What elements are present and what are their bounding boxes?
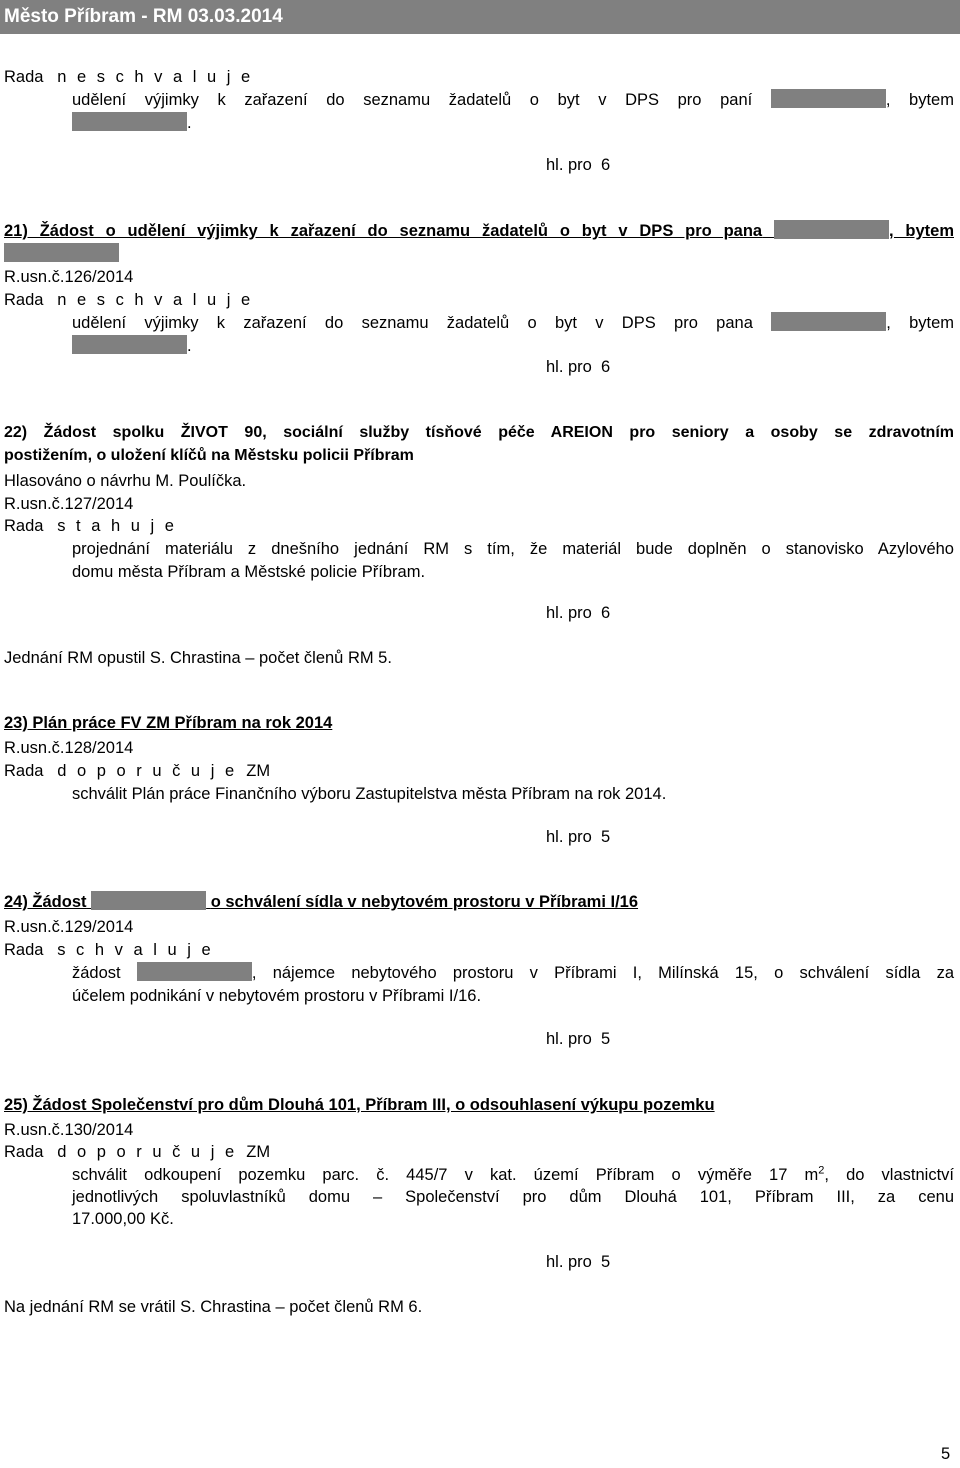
vote-result: hl. pro 6 [546, 358, 611, 376]
item-22-heading: 22) Žádost spolku ŽIVOT 90, sociální služby tísňové péče AREION pro seniory a osoby se zdravotním [4, 424, 954, 441]
redacted-name [91, 891, 206, 910]
decision-verb: n e s c h v a l u j e [57, 68, 254, 86]
vote-note: Hlasováno o návrhu M. Poulíčka. [4, 472, 247, 490]
vote-result: hl. pro 5 [546, 1030, 611, 1048]
redacted-name [137, 962, 252, 981]
decision-text: udělení výjimky k zařazení do seznamu žadatelů o byt v DPS pro pana , bytem [72, 314, 954, 332]
decision-text: projednání materiálu z dnešního jednání RM s tím, že materiál bude doplněn o stanovisko Azylového [72, 540, 954, 558]
item-23-heading: 23) Plán práce FV ZM Příbram na rok 2014 [4, 714, 333, 732]
decision-text-cont: . [72, 335, 192, 357]
decision-verb: d o p o r u č u j e [57, 1143, 238, 1161]
decision-text-cont: jednotlivých spoluvlastníků domu – Společenství pro dům Dlouhá 101, Příbram III, za cenu [72, 1188, 954, 1206]
decision-text-cont: . [72, 112, 192, 134]
item-21-heading-cont [4, 243, 119, 265]
decision-text: žádost , nájemce nebytového prostoru v Příbrami I, Milínská 15, o schválení sídla za [72, 964, 954, 982]
item-22-heading-cont: postižením, o uložení klíčů na Městsku policii Příbram [4, 447, 414, 464]
resolution-number: R.usn.č.126/2014 [4, 268, 134, 286]
decision-verb: s t a h u j e [57, 517, 177, 535]
item-25-heading: 25) Žádost Společenství pro dům Dlouhá 101, Příbram III, o odsouhlasení výkupu pozemku [4, 1096, 715, 1114]
page-number: 5 [941, 1445, 951, 1463]
redacted-name [771, 89, 886, 108]
redacted-address [4, 243, 119, 262]
resolution-number: R.usn.č.130/2014 [4, 1121, 134, 1139]
vote-result: hl. pro 5 [546, 1253, 611, 1271]
decision-verb: d o p o r u č u j e [57, 762, 238, 780]
document-title: Město Příbram - RM 03.03.2014 [4, 6, 283, 27]
redacted-address [72, 335, 187, 354]
attendance-note: Na jednání RM se vrátil S. Chrastina – počet členů RM 6. [4, 1298, 423, 1316]
decision-text: schválit Plán práce Finančního výboru Zastupitelstva města Příbram na rok 2014. [72, 785, 667, 803]
item-21-heading: 21) Žádost o udělení výjimky k zařazení do seznamu žadatelů o byt v DPS pro pana , bytem [4, 222, 954, 240]
decision-line: Rada n e s c h v a l u j e [4, 291, 254, 309]
item-24-heading: 24) Žádost o schválení sídla v nebytovém prostoru v Příbrami I/16 [4, 893, 639, 911]
decision-verb: s c h v a l u j e [57, 941, 214, 959]
decision-text-cont: účelem podnikání v nebytovém prostoru v Příbrami I/16. [72, 987, 482, 1005]
decision-line: Rada s t a h u j e [4, 517, 177, 535]
decision-text-cont: domu města Příbram a Městské policie Příbram. [72, 563, 426, 581]
decision-line: Rada s c h v a l u j e [4, 941, 214, 959]
decision-line: Rada d o p o r u č u j e ZM [4, 762, 271, 780]
resolution-number: R.usn.č.127/2014 [4, 495, 134, 513]
decision-text: schválit odkoupení pozemku parc. č. 445/7 v kat. území Příbram o výměře 17 $m^2$, do vlastnictví [72, 1164, 954, 1184]
resolution-number: R.usn.č.129/2014 [4, 918, 134, 936]
redacted-name [774, 220, 889, 239]
vote-result: hl. pro 6 [546, 604, 611, 622]
decision-line: Rada n e s c h v a l u j e [4, 68, 254, 86]
redacted-name [771, 312, 886, 331]
decision-text-cont: 17.000,00 Kč. [72, 1210, 174, 1228]
decision-verb: n e s c h v a l u j e [57, 291, 254, 309]
redacted-address [72, 112, 187, 131]
attendance-note: Jednání RM opustil S. Chrastina – počet členů RM 5. [4, 649, 392, 667]
decision-line: Rada d o p o r u č u j e ZM [4, 1143, 271, 1161]
decision-text: udělení výjimky k zařazení do seznamu žadatelů o byt v DPS pro paní , bytem [72, 91, 954, 109]
page-header [0, 0, 960, 34]
vote-result: hl. pro 5 [546, 828, 611, 846]
resolution-number: R.usn.č.128/2014 [4, 739, 134, 757]
vote-result: hl. pro 6 [546, 156, 611, 174]
